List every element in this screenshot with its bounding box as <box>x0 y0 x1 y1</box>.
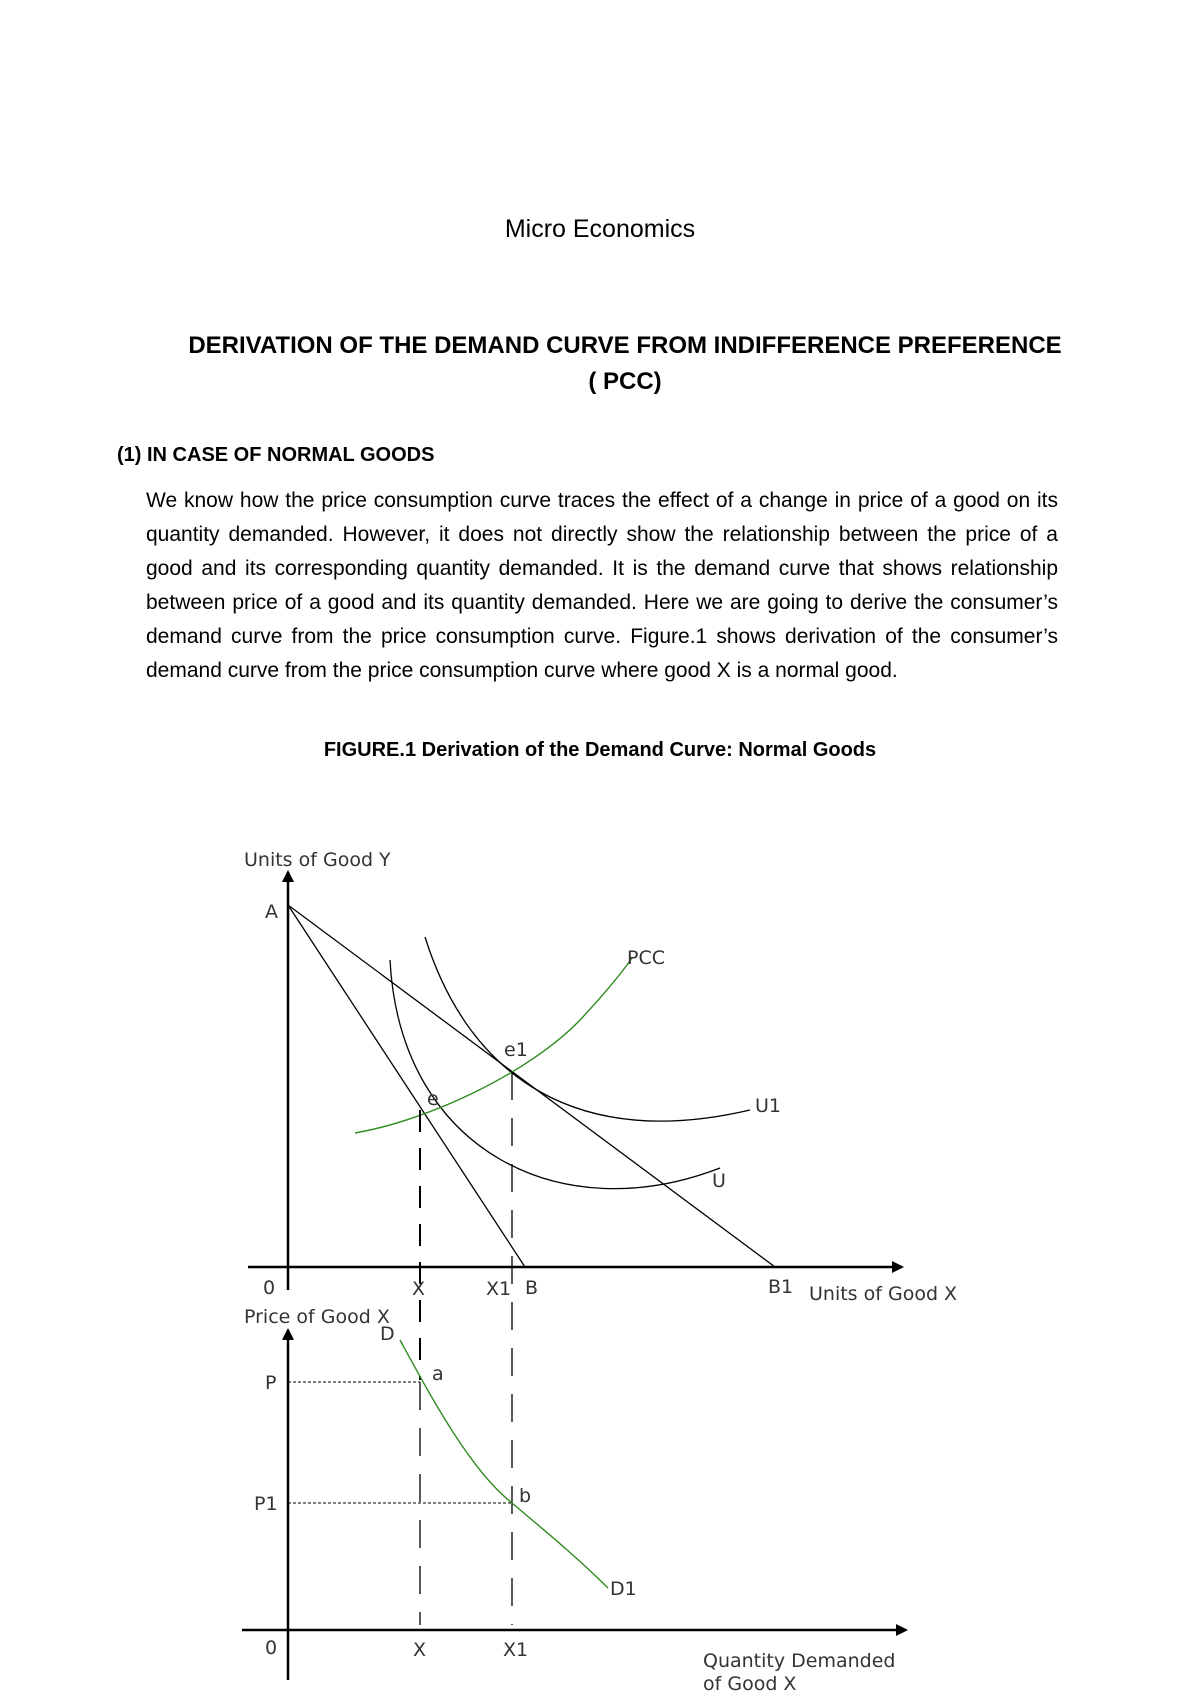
label-pcc: PCC <box>627 947 665 969</box>
pcc-curve <box>355 958 632 1133</box>
section-heading: (1) IN CASE OF NORMAL GOODS <box>117 444 435 466</box>
page-header: Micro Economics <box>504 215 696 243</box>
lower-y-axis-label: Price of Good X <box>244 1306 390 1328</box>
body-paragraph: We know how the price consumption curve traces the effect of a change in price of a good on its quantity demanded. However, it does not directly show the relationship between the price of a good and its corresponding quantity demanded. It is the demand curve that shows relationship between price of a good and its quantity demanded. Here we are going to derive the consumer’s demand curve from the price consumption curve. Figure.1 shows derivation of the consumer’s demand curve from the price consumption curve where good X is a normal good. <box>146 489 1058 682</box>
indifference-curve-u1 <box>425 937 750 1121</box>
upper-origin: 0 <box>263 1277 276 1299</box>
title-line-2: ( PCC) <box>588 368 662 395</box>
label-point-b: b <box>519 1485 532 1507</box>
label-d: D <box>380 1323 395 1345</box>
label-b: B <box>525 1277 539 1299</box>
title-line-1: DERIVATION OF THE DEMAND CURVE FROM INDIFFERENCE PREFERENCE <box>188 332 1062 359</box>
budget-line-ab <box>288 905 525 1267</box>
label-d1: D1 <box>610 1578 637 1600</box>
label-b1: B1 <box>768 1276 794 1298</box>
lower-tick-x: X <box>413 1639 427 1661</box>
lower-tick-x1: X1 <box>503 1639 529 1661</box>
upper-tick-x1: X1 <box>486 1278 512 1300</box>
label-point-a: A <box>265 901 278 923</box>
upper-y-axis-label: Units of Good Y <box>244 849 391 871</box>
lower-origin: 0 <box>265 1637 278 1659</box>
label-e1: e1 <box>504 1039 528 1061</box>
indifference-curve-u <box>390 960 720 1189</box>
upper-x-axis-label: Units of Good X <box>809 1283 958 1305</box>
label-point-a-lower: a <box>432 1363 444 1385</box>
label-price-p: P <box>265 1372 277 1394</box>
label-price-p1: P1 <box>254 1493 278 1515</box>
lower-x-axis-label-line1: Quantity Demanded <box>703 1650 896 1672</box>
label-u1: U1 <box>755 1095 781 1117</box>
upper-tick-x: X <box>412 1278 426 1300</box>
lower-x-axis-label-line2: of Good X <box>703 1673 797 1695</box>
figure-caption: FIGURE.1 Derivation of the Demand Curve: Normal Goods <box>323 739 877 761</box>
label-e: e <box>427 1088 439 1110</box>
label-u: U <box>712 1170 726 1192</box>
